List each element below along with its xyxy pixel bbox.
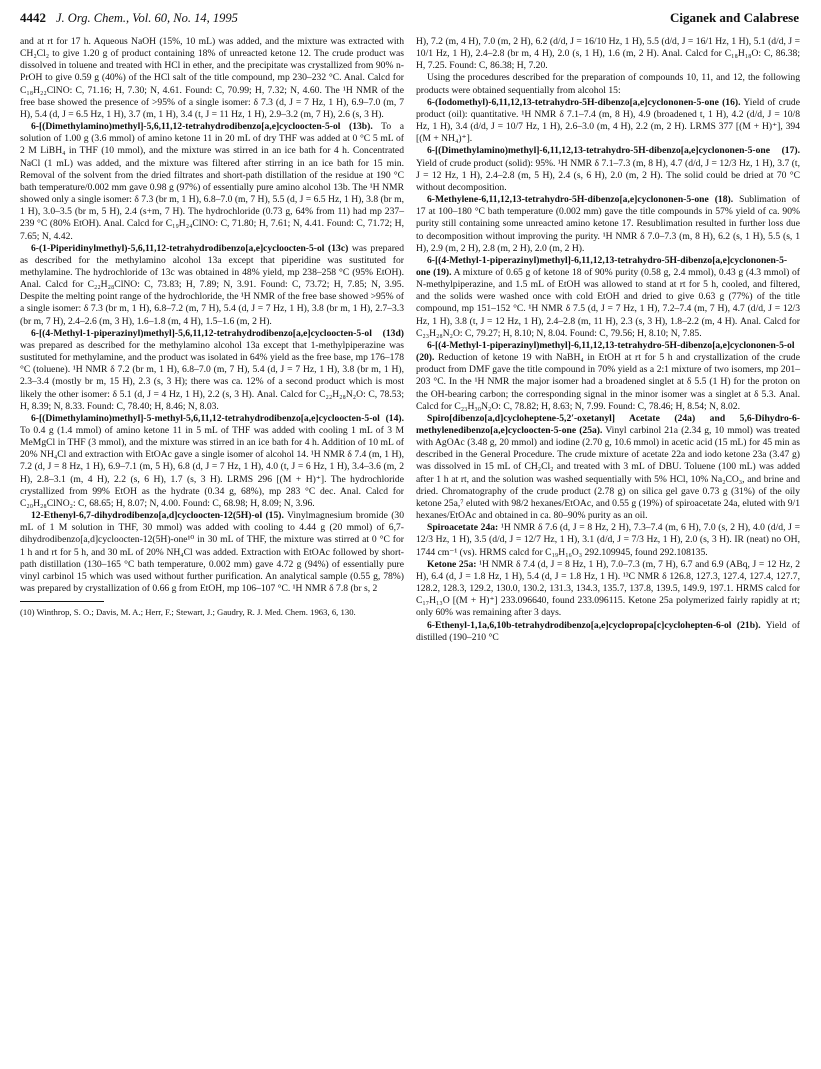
paragraph [20, 121, 404, 243]
paragraph [416, 145, 800, 194]
compound-heading: 6-(1-Piperidinylmethyl)-5,6,11,12-tetrahydrodibenzo[a,e]cycloocten-5-ol (13c) [31, 242, 349, 254]
paragraph-text: Sublimation of 17 at 100–180 °C bath temperature (0.002 mm) gave the title compounds in 57% yield of ca. 90% purity still containing some unreacted amino ketone 17. Resublimation resulted in further loss due to decomposition without improving the purity. ¹H NMR δ 7.0–7.3 (m, 8 H), 6.2 (s, 1 H), 5.5 (s, 1 H), 2.9 (m, 2 H), 2.8 (m, 2 H), 2.0 (m, 2 H). [416, 194, 800, 254]
continued-paragraph [416, 36, 800, 72]
paragraph-text: and at rt for 17 h. Aqueous NaOH (15%, 10 mL) was added, and the mixture was extracted with CH₂Cl₂ to give 1.20 g of product containing 18% of unreacted ketone 12. The crude product was dissolved in toluene and treated with HCl in ether, and the precipitate was crystallized from 90% n-PrOH to give 0.59 g (40%) of the HCl salt of the title compound, mp 230–232 °C. Anal. Calcd for C₁₈H₂₂ClNO: C, 71.16; H, 7.30; N, 4.61. Found: C, 70.99; H, 7.32; N, 4.60. The ¹H NMR of the free base showed the presence of >95% of a single isomer: δ 7.3 (d, J = 7 Hz, 1 H), 6.9–7.0 (m, 7 H), 5.4 (d, J = 6.5 Hz, 1 H), 3.7 (m, 1 H), 3.4 (t, J = 11 Hz, 1 H), 2.9–3.2 (m, 7 H), 2.6 (s, 3 H). [20, 36, 404, 120]
journal-citation: J. Org. Chem., Vol. 60, No. 14, 1995 [56, 11, 238, 25]
paragraph-text: Reduction of ketone 19 with NaBH₄ in EtOH at rt for 5 h and crystallization of the crude product from DMF gave the title compound in 70% yield as a 2:1 mixture of two isomers, mp 201–203 °C. In the ¹H NMR the major isomer had a broadened singlet at δ 5.5 (1 H) for the proton on the OH-bearing carbon; the corresponding signal in the minor isomer was a singlet at δ 5.3. Anal. Calcd for C₂₃H₃₀N₂O: C, 78.82; H, 8.63; N, 7.99. Found: C, 78.46; H, 8.54; N, 8.02. [416, 352, 800, 412]
compound-heading: 6-[(Dimethylamino)methyl]-5-methyl-5,6,11,12-tetrahydrodibenzo[a,e]cycloocten-5-ol (14). [31, 412, 404, 424]
compound-heading: 6-[(Dimethylamino)methyl]-6,11,12,13-tetrahydro-5H-dibenzo[a,e]cyclononen-5-one (17). [427, 145, 800, 157]
page-number: 4442 [20, 10, 46, 25]
paragraph-text: To a solution of 1.00 g (3.6 mmol) of amino ketone 11 in 20 mL of dry THF was added at 0 °C 5 mL of 2 M LiBH₄ in THF (10 mmol), and the mixture was stirred in an ice bath for 4 h. Concentrated NaCl (1 mL) was added, and the mixture was filtered after stirring in an ice bath for 15 min. Removal of the solvent from the dried filtrates and short-path distillation of the residue at 190 °C bath temperature/0.002 mm gave 0.98 g (97%) of essentially pure amino alcohol 13b. The ¹H NMR showed only a single isomer: δ 7.3 (br m, 1 H), 6.8–7.0 (m, 7 H), 5.5 (d, J = 6.5 Hz, 1 H), 3.8 (br m, 1 H), 3.0–3.5 (br m, 5 H), 2.4 (s+m, 7 H). The hydrochloride (0.73 g, 64% from 11) had mp 237–239 °C (80% EtOH). Anal. Calcd for C₁₉H₂₄ClNO: C, 71.80; H, 7.61; N, 4.41. Found: C, 71.72; H, 7.65; N, 4.42. [20, 121, 404, 242]
paragraph [416, 340, 800, 413]
paragraph-text: Yield of crude product (solid): 95%. ¹H NMR δ 7.1–7.3 (m, 8 H), 4.7 (d/d, J = 12/3 Hz, 1 H), 3.7 (t, J = 12 Hz, 1 H), 2.4–2.8 (m, 5 H), 2.4 (s, 6 H), 2.0 (m, 2 H). The solid could be dried at 70 °C without decomposition. [416, 157, 800, 193]
right-column [416, 36, 800, 644]
paragraph-text: ¹H NMR δ 7.4 (d, J = 8 Hz, 1 H), 7.0–7.3 (m, 7 H), 6.7 and 6.9 (ABq, J = 12 Hz, 2 H), 6.4 (d, J = 1.8 Hz, 1 H), 5.4 (d, J = 1.8 Hz, 1 H). ¹³C NMR δ 126.8, 127.3, 127.4, 127.4, 127.7, 128.2, 128.3, 129.2, 130.0, 130.2, 131.3, 134.3, 135.7, 137.8, 139.5, 149.9, 197.1. HRMS calcd for C₁₇H₁₃O [(M + H)⁺] 233.096640, found 233.096115. Ketone 25a polymerized fairly rapidly at rt; only 60% was remaining after 3 days. [416, 558, 801, 619]
compound-heading: 12-Ethenyl-6,7-dihydrodibenzo[a,d]cycloocten-12(5H)-ol (15). [31, 510, 284, 522]
paragraph-text: ¹H NMR δ 7.6 (d, J = 8 Hz, 2 H), 7.3–7.4 (m, 6 H), 7.0 (s, 2 H), 4.0 (d/d, J = 12/3 Hz, 1 H), 3.5 (d/d, J = 12/7 Hz, 1 H), 3.1 (d/d, J = 7/3 Hz, 1 H), 2.0 (s, 3 H). IR (neat) no OH, 1744 cm⁻¹ (vs). HRMS calcd for C₁₉H₁₆O₃ 292.109945, found 292.108135. [416, 522, 800, 558]
compound-heading: 6-[(4-Methyl-1-piperazinyl)methyl]-6,11,12,13-tetrahydro-5H-dibenzo[a,e]cyclononen-5-one (19). [416, 254, 788, 278]
compound-heading: 6-[(4-Methyl-1-piperazinyl)methyl]-6,11,12,13-tetrahydro-5H-dibenzo[a,e]cyclononen-5-ol (20). [416, 339, 795, 364]
paragraph [416, 413, 800, 522]
paragraph-text: A mixture of 0.65 g of ketone 18 of 90% purity (0.58 g, 2.4 mmol), 0.43 g (4.3 mmol) of N-methylpiperazine, and 1.5 mL of EtOH was allowed to stand at rt for 5 h, cooled, and filtered, and the solids were washed once with cold EtOH and dried to give 0.63 g (77%) of the title compound, mp 151–152 °C. ¹H NMR δ 7.5 (d, J = 7 Hz, 1 H), 7.2–7.4 (m, 7 H), 4.7 (d/d, J = 12/3 Hz, 1 H), 3.8 (t, J = 12 Hz, 1 H), 2.4–2.8 (m, 11 H), 2.3 (s, 3 H), 1.8–2.2 (m, 4 H). Anal. Calcd for C₂₃H₂₈N₂O: C, 79.27; H, 8.10; N, 8.04. Found: C, 79.56; H, 8.10; N, 7.85. [416, 266, 801, 339]
page-header [20, 10, 799, 32]
compound-heading: 6-(Iodomethyl)-6,11,12,13-tetrahydro-5H-dibenzo[a,e]cyclononen-5-one (16). [427, 96, 741, 108]
running-authors: Ciganek and Calabrese [669, 10, 799, 25]
paragraph [416, 559, 800, 620]
paragraph-text: Vinylmagnesium bromide (30 mL of 1 M solution in THF, 30 mmol) was added with cooling to 4.44 g (20 mmol) of 6,7-dihydrodibenzo[a,d]cycloocten-12(5H)-one¹⁰ in 30 mL of THF, the mixture was stirred at 0 °C for 1 h and rt for 5 h, and 30 mL of 20% NH₄Cl was added. Extraction with EtOAc followed by short-path distillation (130–165 °C bath temperature, 0.002 mm) gave 4.72 g (94%) of essentially pure vinyl carbinol 15 which was used without further purification. An analytical sample (0.55 g, 78%) was prepared by crystallization of 0.66 g from EtOH, mp 106–107 °C. ¹H NMR δ 7.8 (br s, 2 [20, 510, 404, 595]
footnote-rule [20, 601, 104, 602]
paragraph [416, 522, 800, 558]
paragraph [416, 620, 800, 644]
paragraph [416, 97, 800, 146]
paragraph [416, 255, 800, 340]
footnote: (10) Winthrop, S. O.; Davis, M. A.; Herr, F.; Stewart, J.; Gaudry, R. J. Med. Chem. 1963, 6, 130. [20, 607, 356, 618]
continued-paragraph [20, 36, 404, 121]
paragraph-text: H), 7.2 (m, 4 H), 7.0 (m, 2 H), 6.2 (d/d, J = 16/10 Hz, 1 H), 5.5 (d/d, J = 16/1 Hz, 1 H), 5.1 (d/d, J = 10/1 Hz, 1 H), 2.4–2.8 (br m, 4 H), 2.0 (s, 1 H), 1.6 (m, 2 H). Anal. Calcd for C₁₈H₁₈O: C, 86.38; H, 7.25. Found: C, 86.38; H, 7.20. [416, 36, 800, 72]
compound-heading: 6-Ethenyl-1,1a,6,10b-tetrahydrodibenzo[a,e]cyclopropa[c]cyclohepten-6-ol (21b). [427, 619, 761, 631]
compound-heading: 6-[(4-Methyl-1-piperazinyl)methyl]-5,6,11,12-tetrahydrodibenzo[a,e]cycloocten-5-ol (13d) [31, 327, 404, 339]
paragraph-text: Yield of distilled (190–210 °C [416, 619, 800, 643]
paragraph-text: Vinyl carbinol 21a (2.34 g, 10 mmol) was treated with AgOAc (3.48 g, 20 mmol) and iodine (2.70 g, 10.6 mmol) in acetic acid (15 mL) for 45 min as described in the General Procedure. The crude mixture of acetate 22a and iodo ketone 23a (3.47 g) was dissolved in 15 mL of CH₂Cl₂ and treated with 3 mL of DBU. Toluene (100 mL) was added after 1 h at rt, and the solution was washed sequentially with 5% HCl, 10% Na₂CO₃, and brine and dried. Chromatography of the crude product (2.78 g) on silica gel gave 0.73 g (31%) of the oily ketone 25a,⁷ eluted with 98/2 hexanes/EtOAc, and 0.55 g (19%) of spiroacetate 24a, eluted with 9/1 hexanes/EtOAc and obtained in ca. 80–90% purity as an oil. [416, 425, 800, 522]
compound-heading: Ketone 25a: [427, 558, 477, 570]
paragraph-text: Using the procedures described for the preparation of compounds 10, 11, and 12, the following products were obtained sequentially from alcohol 15: [416, 72, 800, 96]
compound-heading: 6-Methylene-6,11,12,13-tetrahydro-5H-dibenzo[a,e]cyclononen-5-one (18). [427, 194, 734, 206]
paragraph [20, 328, 404, 413]
compound-heading: Spiro[dibenzo[a,d]cycloheptene-5,2′-oxetanyl] Acetate (24a) and 5,6-Dihydro-6-methylenedibenzo[a,e]cycloocten-5-one (25a). [416, 412, 800, 436]
paragraph [20, 413, 404, 510]
left-column [20, 36, 404, 618]
paragraph [416, 72, 800, 96]
paragraph-text: was prepared as described for the methylamino alcohol 13a except that piperidine was sustituted for methylamine. The hydrochloride of 13c was obtained in 48% yield, mp 238–258 °C (95% EtOH). Anal. Calcd for C₂₂H₂₈ClNO: C, 73.83; H, 7.89; N, 3.91. Found: C, 73.72; H, 7.85; N, 3.95. Despite the melting point range of the hydrochloride, the ¹H NMR of the free base showed >95% of a single isomer: δ 7.3 (br m, 1 H), 6.8–7.2 (m, 7 H), 5.4 (d, J = 7 Hz, 1 H), 3.8 (br m, 1 H), 2.7–3.3 (br m, 7 H), 2.4–2.6 (m, 3 H), 1.6–1.8 (m, 4 H), 1.5–1.6 (m, 2 H). [20, 242, 404, 327]
paragraph-text: To 0.4 g (1.4 mmol) of amino ketone 11 in 5 mL of THF was added with cooling 1 mL of 3 M MeMgCl in THF (3 mmol), and the mixture was stirred in an ice bath for 4 h. Addition of 10 mL of 20% NH₄Cl and extraction with EtOAc gave a single isomer of alcohol 14. ¹H NMR δ 7.4 (m, 1 H), 7.2 (d, J = 8 Hz, 1 H), 6.9–7.1 (m, 5 H), 6.8 (d, J = 7 Hz, 1 H), 4.0 (t, J = 6 Hz, 1 H), 3.4–3.6 (m, 2 H), 2.8–3.1 (m, 4 H), 2.2 (s, 6 H), 1.7 (s, 3 H). LRMS 296 [(M + H)⁺]. The hydrochloride crystallized from 99% EtOH as the hydrate (0.34 g, 68%), mp 283 °C dec. Anal. Calcd for C₂₀H₂₈ClNO₂: C, 68.65; H, 8.07; N, 4.00. Found: C, 68.98; H, 8.09; N, 3.96. [20, 425, 404, 509]
paragraph-text: Yield of crude product (oil): quantitative. ¹H NMR δ 7.1–7.4 (m, 8 H), 4.9 (broadened t, 1 H), 4.2 (d/d, J = 10/8 Hz, 1 H), 3.4 (d/d, J = 10/7 Hz, 1 H), 2.6–3.0 (m, 4 H), 2.2 (m, 2 H). LRMS 377 [(M + H)⁺], 394 [(M + NH₄)⁺]. [416, 96, 800, 145]
paragraph [20, 510, 404, 595]
paragraph [20, 243, 404, 328]
paragraph [416, 194, 800, 255]
paragraph-text: was prepared as described for the methylamino alcohol 13a except that 1-methylpiperazine was sustituted for methylamine, and the product was isolated in 64% yield as the free base, mp 176–178 °C (toluene). ¹H NMR δ 7.2 (br m, 1 H), 6.8–7.0 (m, 7 H), 5.4 (d, J = 7 Hz, 1 H), 3.8 (br m, 1 H), 2.3–3.4 (mostly br m, 15 H), 2.3 (s, 3 H); there was ca. 12% of a second product which is most likely the other isomer: δ 5.1 (d, J = 4 Hz, 1 H), 2.2 (s, 3 H). Anal. Calcd for C₂₂H₂₈N₂O: C, 78.53; H, 8.39; N, 8.33. Found: C, 78.40; H, 8.46; N, 8.03. [20, 339, 404, 412]
compound-heading: Spiroacetate 24a: [427, 522, 499, 534]
compound-heading: 6-[(Dimethylamino)methyl]-5,6,11,12-tetrahydrodibenzo[a,e]cycloocten-5-ol (13b). [31, 121, 373, 133]
